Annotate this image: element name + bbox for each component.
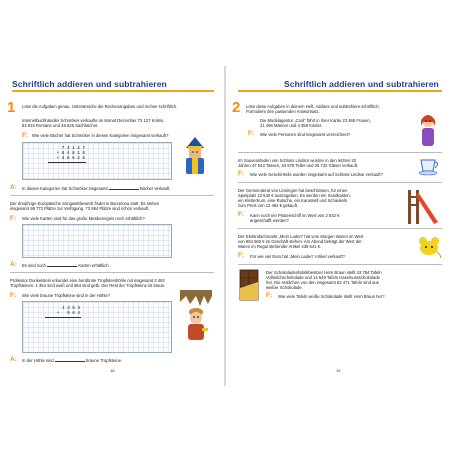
- sum-line: [48, 162, 86, 163]
- task-text: Professor Dunkelstein erkundet eine berühmte Tropfsteinhöhle mit insgesamt 3 492: [10, 278, 165, 283]
- task-text: 84 815 Romane und 48 625 Sachbücher.: [22, 123, 99, 128]
- task-text: Vollmilchschokolade und 14 549 Tafeln Haselnussschokolade: [266, 275, 380, 280]
- task-text: Die Modelagentur „Cool“ führt in ihrer Kartei 23 465 Frauen,: [260, 118, 371, 123]
- calc-row: + 4 8 6 2 5: [56, 156, 85, 161]
- pharaoh-illustration: [178, 134, 212, 176]
- page-number: 18: [110, 368, 115, 373]
- question-label: F:: [10, 292, 17, 299]
- instruction-text: Formuliere den passenden Antwortsatz.: [246, 109, 320, 114]
- divider: [238, 152, 442, 153]
- page-title: Schriftlich addieren und subtrahieren: [12, 79, 167, 89]
- divider: [238, 182, 442, 183]
- task-text: Der Schokoladenfabrikbesitzer Hern Braun stellt 43 754 Tafeln: [266, 270, 382, 275]
- title-rule: [12, 90, 214, 92]
- calculation-grid: [22, 301, 172, 353]
- calc-row: + 9 6 4: [56, 311, 80, 316]
- instruction-text: Löse die Aufgaben genau. Unterstreiche die Rechenangaben und rechne schriftlich.: [22, 104, 178, 109]
- question-text: Wie viele Personen sind insgesamt verzeichnet?: [260, 132, 351, 137]
- question-text: Wie viele Geschirrteile wurden insgesamt auf Schloss Lindsor verkauft?: [250, 172, 383, 177]
- task-text: her. Die restlichen von den insgesamt 82 471 Tafeln sind aus: [266, 280, 379, 285]
- answer-blank[interactable]: [47, 266, 77, 267]
- answer-label: A:: [10, 184, 17, 191]
- divider: [10, 195, 214, 196]
- task-text: von 984 560 € im Geschäft stehen. Am Abend beträgt der Wert der: [238, 239, 362, 244]
- task-text: Internetbuchhändler Schmöker verkaufte im Monat Dezember 73 127 Krimis,: [22, 118, 165, 123]
- question-text: Für wie viel Euro hat „Mein Laden“ Artikel verkauft?: [250, 254, 345, 259]
- right-page: [226, 66, 450, 386]
- mouse-illustration: [416, 232, 442, 258]
- answer-prefix: In der Höhle sind: [22, 358, 54, 363]
- task-text: Im Souvenirladen von Schloss Lindsor wurden in den letzten 20: [238, 158, 357, 163]
- title-rule: [238, 90, 442, 92]
- question-text: Wie viele Karten sind für das große Musikereignis noch erhältlich?: [22, 216, 145, 221]
- divider: [238, 264, 442, 265]
- answer-label: A:: [10, 356, 17, 363]
- answer-label: A:: [10, 261, 17, 268]
- cave-explorer-illustration: [178, 290, 214, 342]
- task-text: Waren im Regal stehender Artikel 439 541 €.: [238, 244, 322, 249]
- page-title: Schriftlich addieren und subtrahieren: [284, 79, 439, 89]
- question-label: F:: [238, 170, 245, 177]
- page-number: 19: [336, 368, 341, 373]
- question-text: Kann noch ein Piratenschiff im Wert von 2 542 €: [250, 213, 340, 218]
- answer-blank[interactable]: [55, 361, 85, 362]
- task-text: Der Elektrofachmarkt „Mein Laden“ hat vom Morgen Waren im Wert: [238, 234, 364, 239]
- question-text: Wie viele Tafeln weiße Schokolade stellt Hern Braun her?: [278, 294, 385, 299]
- exercise-number: 2: [232, 99, 241, 116]
- question-label: F:: [238, 252, 245, 259]
- calc-row: 7 3 1 2 7: [61, 146, 85, 151]
- model-illustration: [414, 112, 442, 150]
- question-label: F:: [248, 130, 255, 137]
- question-label: F:: [238, 211, 245, 218]
- task-text: Spielplatz 13 540 € auszugeben. Es werden ein Sandkasten,: [238, 193, 351, 198]
- task-text: ein Klettertrum, eine Rutsche, ein Karussell und Schaukeln: [238, 198, 348, 203]
- question-text: angeschafft werden?: [250, 218, 289, 223]
- question-text: Wie viele braune Tropfsteine sind in der Höhle?: [22, 293, 110, 298]
- task-text: weißer Schokolade.: [266, 285, 303, 290]
- task-text: Der Gemeinderat von Linningen hat beschlossen, für einen: [238, 188, 348, 193]
- answer-text: [22, 358, 122, 363]
- task-text: Jahren 47 543 Tassen, 53 975 Teller und 35 742 Gläser verkauft.: [238, 163, 359, 168]
- task-text: zum Preis von 12 464 € gekauft.: [238, 203, 299, 208]
- answer-suffix: Karten erhältlich.: [78, 263, 110, 268]
- calc-row: 1 3 5 4: [61, 306, 80, 311]
- question-label: F:: [22, 132, 29, 139]
- exercise-number: 1: [7, 99, 16, 116]
- answer-blank[interactable]: [109, 189, 139, 190]
- chocolate-illustration: [238, 268, 262, 302]
- answer-suffix: braune Tropfsteine.: [86, 358, 123, 363]
- calculation-grid: [22, 142, 172, 180]
- question-label: F:: [10, 215, 17, 222]
- divider: [238, 228, 442, 229]
- calc-row: + 8 4 8 1 5: [56, 151, 85, 156]
- answer-prefix: Es sind noch: [22, 263, 46, 268]
- answer-suffix: Bücher verkauft.: [140, 186, 171, 191]
- sum-line: [45, 317, 81, 318]
- left-page: [0, 66, 224, 386]
- answer-text: [22, 263, 110, 268]
- task-text: Tropfsteinen. 1 354 sind weiß und 964 sind gelb. Der Rest der Tropfsteine ist braun.: [10, 283, 166, 288]
- task-text: 21 496 Männer und 4 358 Kinder.: [260, 123, 323, 128]
- task-text: insgesamt 98 772 Plätze zur Verfügung. 73 964 Plätze sind schon verkauft.: [10, 206, 150, 211]
- teacup-illustration: [418, 156, 442, 176]
- answer-text: [22, 186, 171, 191]
- divider: [10, 272, 214, 273]
- question-label: F:: [266, 292, 273, 299]
- instruction-text: Löse diese Aufgaben in deinem Heft. Addiere und subtrahiere schriftlich.: [246, 104, 380, 109]
- answer-prefix: In diesen Kategorien hat Schmöker insgesamt: [22, 186, 108, 191]
- task-text: Der dreiphrige Europäische Songwettbewerb findet in Barcelona statt. Es stehen: [10, 201, 160, 206]
- question-text: Wie viele Bücher hat Schmöker in diesen Kategorien insgesamt verkauft?: [32, 133, 169, 138]
- calculation-grid: [22, 224, 172, 258]
- slide-illustration: [404, 186, 442, 226]
- book-spread: [0, 66, 450, 386]
